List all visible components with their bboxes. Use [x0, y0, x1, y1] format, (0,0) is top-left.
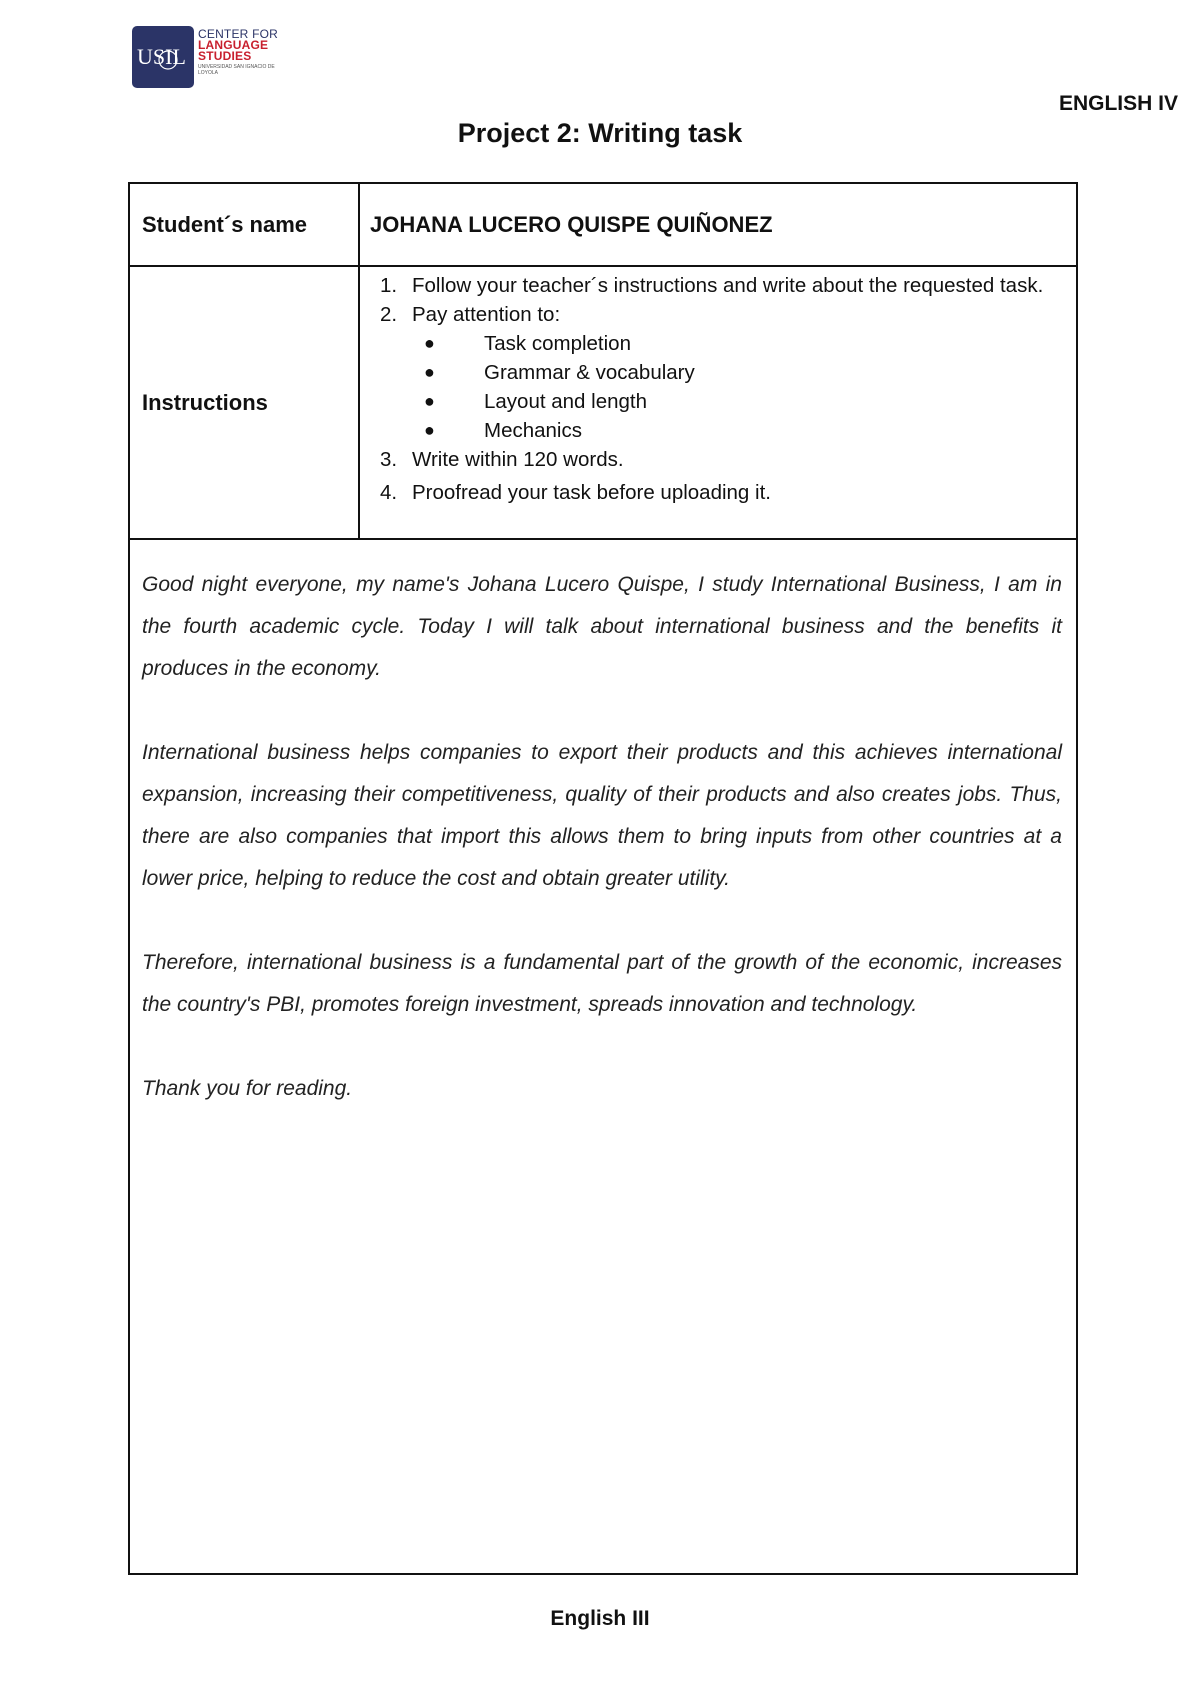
page-footer: English III	[550, 1607, 650, 1630]
essay-paragraph: Therefore, international business is a fundamental part of the growth of the economic, increases the country's PBI, promotes foreign investment, spreads innovation and technology.	[142, 951, 1062, 1016]
essay-paragraph: International business helps companies to export their products and this achieves international expansion, increasing their competitiveness, quality of their products and also creates jobs. Thus, there are also companies that import this allows them to bring inputs from other countries at a lower price, helping to reduce the cost and obtain greater utility.	[142, 741, 1062, 890]
course-label: ENGLISH IV	[1058, 92, 1178, 115]
bullet-icon: ●	[424, 391, 435, 411]
bullet-icon: ●	[424, 362, 435, 382]
essay-paragraph: Good night everyone, my name's Johana Lucero Quispe, I study International Business, I am in the fourth academic cycle. Today I will talk about international business and the benefits it produces in the economy.	[142, 573, 1062, 680]
bullet-item	[380, 329, 1070, 358]
instructions-label: Instructions	[130, 267, 360, 538]
instructions-cell	[360, 267, 1076, 538]
logo-text	[198, 29, 294, 76]
logo-line-1: CENTER FOR	[198, 27, 278, 41]
instruction-item	[380, 445, 1070, 474]
instruction-text: Write within 120 words.	[412, 448, 624, 471]
instruction-text: Follow your teacher´s instructions and write about the requested task.	[412, 274, 1044, 297]
bullet-item	[380, 358, 1070, 387]
student-cell	[360, 184, 1076, 265]
bullet-item	[380, 416, 1070, 445]
bullet-text: Mechanics	[484, 419, 582, 442]
instruction-number: 2.	[380, 303, 398, 326]
logo-tagline: UNIVERSIDAD SAN IGNACIO DE LOYOLA	[198, 64, 275, 76]
instruction-text: Pay attention to:	[412, 303, 561, 326]
bullet-icon: ●	[424, 420, 435, 440]
instruction-number: 3.	[380, 448, 398, 471]
logo	[132, 26, 292, 92]
logo-line-2: LANGUAGE	[198, 38, 269, 52]
instruction-item	[380, 300, 1070, 329]
bullet-text: Grammar & vocabulary	[484, 361, 695, 384]
bullet-icon: ●	[424, 333, 435, 353]
essay-body	[142, 564, 1062, 1152]
svg-text:USIL: USIL	[137, 44, 186, 69]
instruction-number: 1.	[380, 274, 398, 297]
page-title: Project 2: Writing task	[457, 118, 743, 148]
student-label: Student´s name	[130, 184, 360, 265]
bullet-text: Task completion	[484, 332, 631, 355]
logo-line-3: STUDIES	[198, 49, 252, 63]
instruction-item	[380, 271, 1070, 300]
instructions-list	[380, 271, 1070, 507]
instruction-number: 4.	[380, 481, 398, 504]
instructions-row	[130, 267, 1076, 540]
bullet-text: Layout and length	[484, 390, 647, 413]
essay-paragraph: Thank you for reading.	[142, 1077, 353, 1100]
student-name: JOHANA LUCERO QUISPE QUIÑONEZ	[370, 212, 773, 237]
instruction-item	[380, 478, 1070, 507]
usil-badge	[132, 26, 194, 88]
task-table	[128, 182, 1078, 1575]
instruction-text: Proofread your task before uploading it.	[412, 481, 771, 504]
bullet-item	[380, 387, 1070, 416]
usil-seal-icon	[132, 26, 194, 88]
student-row	[130, 184, 1076, 267]
